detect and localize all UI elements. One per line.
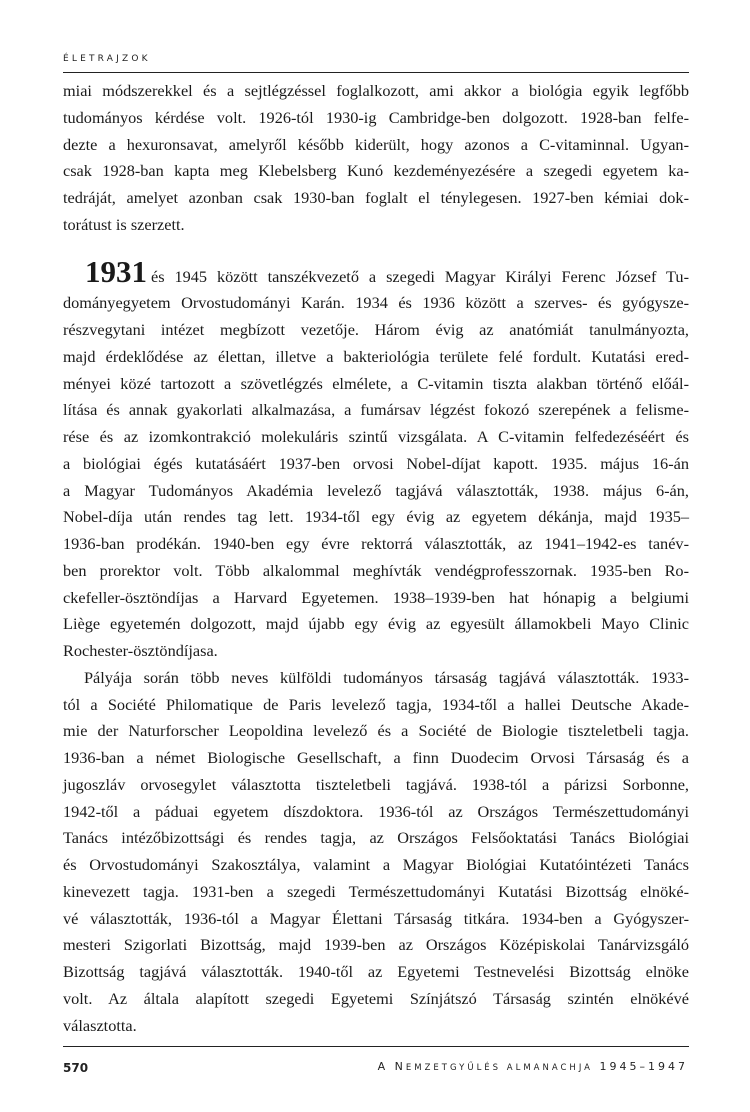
text-line: Bizottság tagjává választották. 1940-től az Egyetemi Testnevelési Bizottság elnöke [63,962,689,981]
text-line: mie der Naturforscher Leopoldina levelező és a Société de Biologie tiszteletbeli tagja. [63,721,689,741]
text-line: volt. Az általa alapított szegedi Egyetemi Színjátszó Társaság szintén elnökévé [63,988,689,1008]
text-line: Nobel-díja után rendes tag lett. 1934-től egy évig az egyetem dékánja, majd 1935– [63,507,689,527]
text-line: Pályája során több neves külföldi tudományos társaság tagjává választották. 1933- [84,667,689,687]
text-line: torátust is szerzett. [63,214,185,234]
text-line: Tanács intézőbizottsági és rendes tagja, az Országos Felsőoktatási Tanács Biológiai [63,828,689,848]
text-line: miai módszerekkel és a sejtlégzéssel foglalkozott, ami akkor a biológia egyik legfőbb [63,81,689,100]
footer-title-rest: EMZETGYŰLÉS ALMANACHJA [405,1063,593,1073]
text-line: tudományos kérdése volt. 1926-tól 1930-ig Cambridge-ben dolgozott. 1928-ban felfe- [63,107,689,127]
paragraph-1 [63,78,689,239]
footer-title-initial: A N [377,1060,406,1073]
text-line: 1936-ban a német Biologische Gesellschaft, a finn Duodecim Orvosi Társaság és a [63,748,689,767]
paragraph-2 [63,253,689,665]
lead-year: 1931 [85,253,147,289]
text-line: rése és az izomkontrakció molekuláris szintű vizsgálata. A C-vitamin felfedezéséért és [63,427,689,446]
text-line: részvegytani intézet megbízott vezetője. Három évig az anatómiát tanulmányozta, [63,320,689,339]
body-text [63,78,689,1039]
text-line: dományegyetem Orvostudományi Karán. 1934 és 1936 között a szerves- és gyógysze- [63,293,689,313]
text-line: lítása és annak gyakorlati alkalmazása, a fumársav légzést fokozó szerepének a felisme- [63,400,689,420]
text-line: csak 1928-ban kapta meg Klebelsberg Kunó kezdeményezésére a szegedi egyetem ka- [63,161,689,181]
paragraph-3 [63,665,689,1040]
text-line: 1936-ban prodékán. 1940-ben egy évre rektorrá választották, az 1941–1942-es tanév- [63,534,689,553]
page-number: 570 [63,1061,89,1075]
text-line: dezte a hexuronsavat, amelyről később kiderült, hogy azonos a C-vitaminnal. Ugyan- [63,134,689,154]
text-line: jugoszláv orvosegylet választotta tiszteletbeli tagjává. 1938-tól a párizsi Sorbonne, [63,774,689,794]
text-line: ckefeller-ösztöndíjas a Harvard Egyetemen. 1938–1939-ben hat hónapig a belgiumi [63,587,689,607]
text-line: és Orvostudományi Szakosztálya, valamint a Magyar Biológiai Kutatóintézeti Tanács [63,855,689,874]
text-line: tól a Société Philomatique de Paris levelező tagja, 1934-től a hallei Deutsche Akade- [63,694,689,714]
text-line: vé választották, 1936-tól a Magyar Élettani Társaság titkára. 1934-ben a Gyógyszer- [63,908,689,928]
header-rule [63,72,689,73]
text-line: Liège egyetemén dolgozott, majd újabb egy évig az egyesült államokbeli Mayo Clinic [63,614,689,634]
text-line: ben prorektor volt. Több alkalommal meghívták vendégprofesszornak. 1935-ben Ro- [63,560,689,580]
footer-title [378,1060,688,1073]
footer-rule [63,1046,689,1047]
text-line: a Magyar Tudományos Akadémia levelező tagjává választották, 1938. május 6-án, [63,480,689,500]
text-line: tedráját, amelyet azonban csak 1930-ban foglalt el ténylegesen. 1927-ben kémiai dok- [63,188,689,207]
running-head: ÉLETRAJZOK [63,54,151,64]
text-line: mesteri Szigorlati Bizottság, majd 1939-ben az Országos Középiskolai Tanárvizsgáló [63,935,689,955]
text-line: kinevezett tagja. 1931-ben a szegedi Természettudományi Kutatási Bizottság elnöké- [63,881,689,901]
text-line: ményei közé tartozott a szövetlégzés elmélete, a C-vitamin tiszta alakban történő előál- [63,373,689,393]
lead-line-text: és 1945 között tanszékvezető a szegedi Magyar Királyi Ferenc József Tu- [151,266,689,286]
text-line [63,253,689,291]
text-line: Rochester-ösztöndíjasa. [63,641,218,660]
text-line: választotta. [63,1015,137,1035]
text-line: majd érdeklődése az élettan, illetve a bakteriológia területe felé fordult. Kutatási ered- [63,346,689,366]
text-line: a biológiai égés kutatásáért 1937-ben orvosi Nobel-díjat kapott. 1935. május 16-án [63,453,689,473]
text-line: 1942-től a páduai egyetem díszdoktora. 1936-tól az Országos Természettudományi [63,801,689,821]
footer-title-years: 1945–1947 [599,1060,688,1073]
